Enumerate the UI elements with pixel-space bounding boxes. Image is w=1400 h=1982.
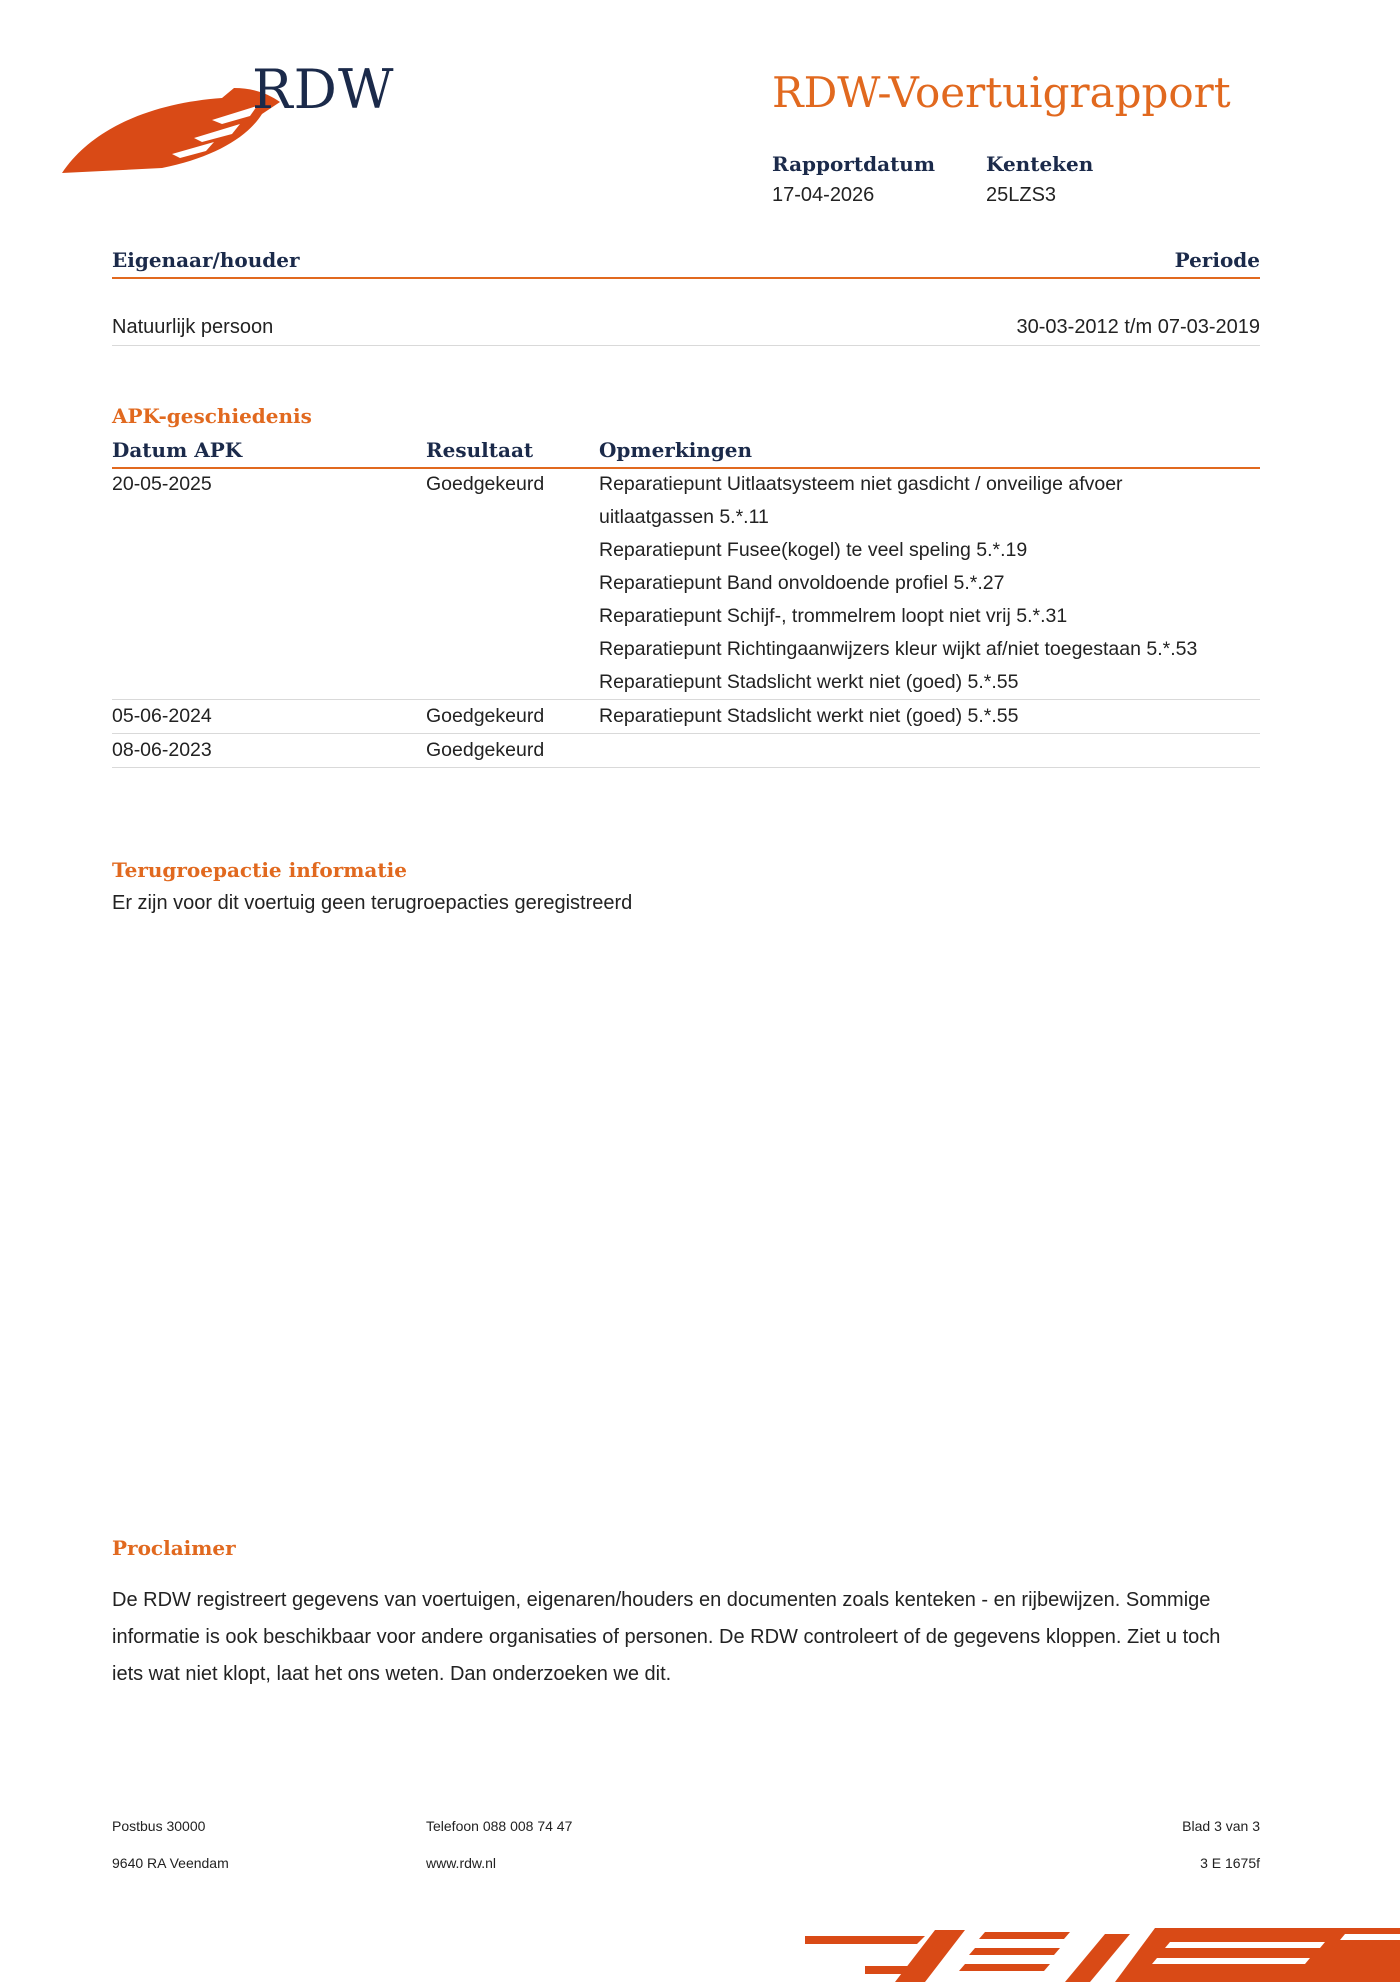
apk-remark: Reparatiepunt Fusee(kogel) te veel speling 5.*.19 — [599, 539, 1028, 561]
owner-header: Eigenaar/houder — [112, 248, 300, 272]
plate-label: Kenteken — [986, 152, 1094, 176]
disclaimer-text: De RDW registreert gegevens van voertuigen, eigenaren/houders en documenten zoals kenteken - en rijbewijzen. Sommige informatie is ook beschikbaar voor andere organisaties of personen. De RDW controleert of de gegevens kloppen. Ziet u toch iets wat niet klopt, laat het ons weten. Dan onderzoeken we dit. — [112, 1589, 1221, 1685]
footer-address-line2: 9640 RA Veendam — [112, 1855, 229, 1871]
apk-result: Goedgekeurd — [426, 473, 545, 495]
plate-value: 25LZS3 — [986, 184, 1057, 206]
apk-remarks — [599, 700, 1239, 733]
footer-code: 3 E 1675f — [1200, 1855, 1260, 1871]
footer-page: Blad 3 van 3 — [1182, 1818, 1260, 1834]
apk-date: 05-06-2024 — [112, 705, 212, 727]
owner-type: Natuurlijk persoon — [112, 316, 274, 338]
apk-remarks — [599, 468, 1239, 699]
apk-remark: Reparatiepunt Stadslicht werkt niet (goed) 5.*.55 — [599, 671, 1019, 693]
footer-phone: Telefoon 088 008 74 47 — [426, 1818, 573, 1834]
report-title: RDW-Voertuigrapport — [772, 68, 1231, 117]
footer-website: www.rdw.nl — [426, 1855, 497, 1871]
owner-row-divider — [112, 345, 1260, 346]
owner-period: 30-03-2012 t/m 07-03-2019 — [1016, 316, 1260, 338]
apk-result: Goedgekeurd — [426, 705, 545, 727]
footer-address-line1: Postbus 30000 — [112, 1818, 206, 1834]
decorative-stripes-icon — [805, 1920, 1400, 1982]
table-row — [112, 734, 1260, 768]
table-row — [112, 468, 1260, 700]
report-date-value: 17-04-2026 — [772, 184, 875, 206]
apk-result: Goedgekeurd — [426, 739, 545, 761]
recall-title: Terugroepactie informatie — [112, 858, 407, 882]
apk-remark: Reparatiepunt Uitlaatsysteem niet gasdicht / onveilige afvoer uitlaatgassen 5.*.11 — [599, 473, 1123, 528]
recall-text: Er zijn voor dit voertuig geen terugroepacties geregistreerd — [112, 892, 633, 914]
apk-remarks — [599, 734, 1239, 767]
disclaimer-title: Proclaimer — [112, 1536, 236, 1560]
apk-table — [112, 468, 1260, 768]
period-header: Periode — [1174, 248, 1260, 272]
apk-col-date: Datum APK — [112, 438, 243, 462]
apk-col-result: Resultaat — [426, 438, 534, 462]
apk-remark: Reparatiepunt Schijf-, trommelrem loopt niet vrij 5.*.31 — [599, 605, 1068, 627]
apk-remark: Reparatiepunt Richtingaanwijzers kleur wijkt af/niet toegestaan 5.*.53 — [599, 638, 1198, 660]
table-row — [112, 700, 1260, 734]
report-date-label: Rapportdatum — [772, 152, 936, 176]
owner-divider — [112, 277, 1260, 279]
apk-col-remarks: Opmerkingen — [599, 438, 753, 462]
apk-remark: Reparatiepunt Stadslicht werkt niet (goed) 5.*.55 — [599, 705, 1019, 727]
apk-title: APK-geschiedenis — [112, 404, 312, 428]
brand-name: RDW — [252, 58, 395, 121]
apk-remark: Reparatiepunt Band onvoldoende profiel 5.*.27 — [599, 572, 1005, 594]
apk-date: 20-05-2025 — [112, 473, 212, 495]
apk-date: 08-06-2023 — [112, 739, 212, 761]
